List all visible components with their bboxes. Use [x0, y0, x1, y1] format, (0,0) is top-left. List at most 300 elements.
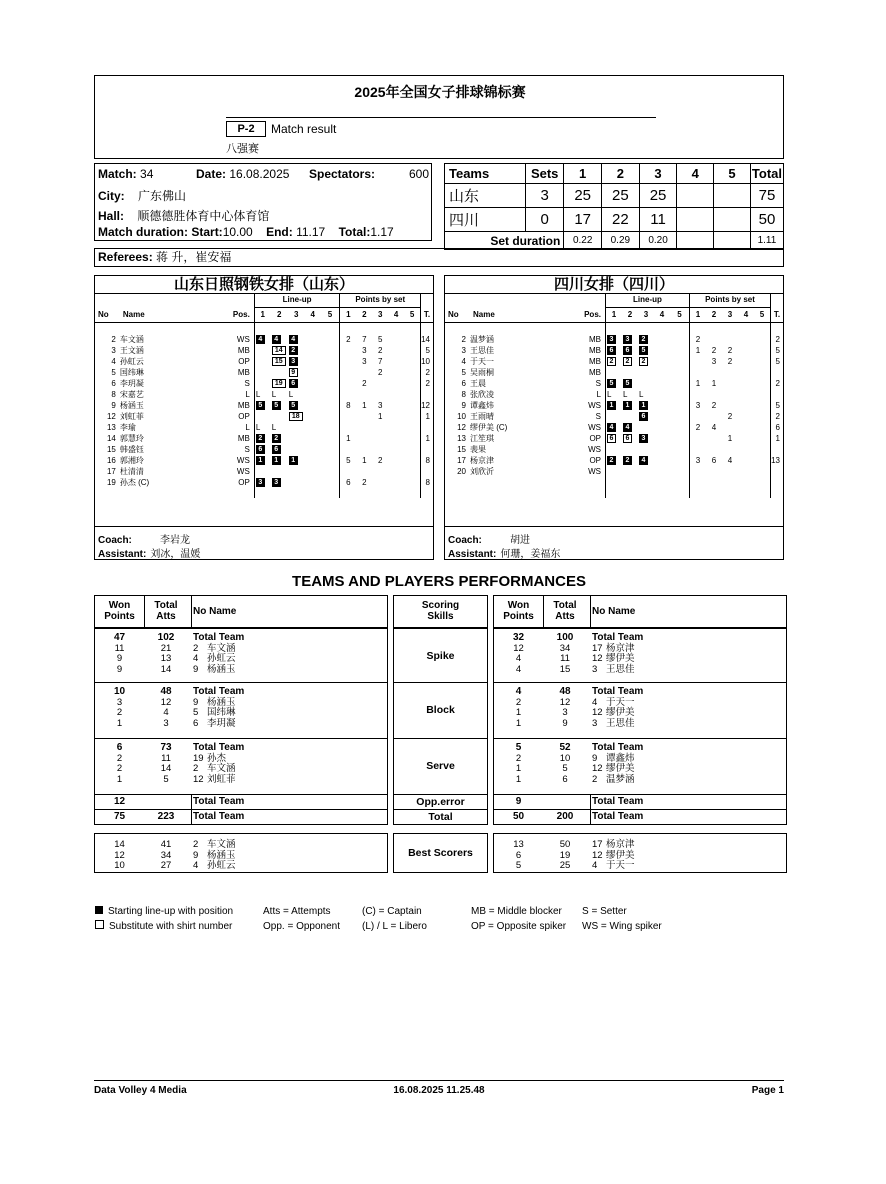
player-number: 15 [457, 444, 466, 454]
set-points: 4 [711, 422, 717, 432]
doc-code: P-2 [226, 121, 266, 137]
legend-substitute: Substitute with shirt number [109, 921, 233, 932]
score-team: 山东 [445, 184, 526, 208]
set-points [722, 378, 738, 389]
score-header-s2: 2 [602, 164, 640, 184]
lineup-cell [606, 378, 623, 389]
filler-row [445, 487, 783, 498]
player-total: 1 [775, 433, 780, 443]
header-divider [144, 596, 145, 627]
set-points: 5 [346, 455, 351, 465]
total-header: T. [771, 307, 784, 323]
lineup-cell [271, 345, 288, 356]
player-number: 13 [457, 433, 466, 443]
set-header: 1 [690, 307, 707, 323]
player-total: 5 [425, 345, 430, 355]
score-set: 25 [602, 184, 640, 208]
lineup-cell [271, 378, 288, 389]
won-points: 10 [113, 686, 126, 697]
player-name: 孙虹云 [119, 356, 144, 366]
lineup-cell [638, 334, 654, 345]
player-position: S [571, 411, 606, 422]
player-position: MB [571, 345, 606, 356]
total-atts: 48 [160, 686, 172, 697]
starting-position: 2 [639, 335, 648, 344]
total-atts: 5 [562, 763, 568, 774]
set-points [340, 356, 356, 367]
roster-header-blank [95, 293, 254, 307]
total-atts: 13 [160, 653, 172, 664]
lineup-cell [288, 356, 305, 367]
atts-label: Atts [156, 611, 176, 622]
total-atts-header [543, 600, 587, 622]
player-name: 车文涵 [207, 642, 236, 654]
skills-label: Skills [427, 611, 454, 622]
total-atts: 34 [559, 642, 571, 654]
lineup-cell [288, 367, 305, 378]
set-header: 1 [606, 307, 623, 323]
set-header: 2 [706, 307, 722, 323]
lineup-cell [271, 334, 288, 345]
score-set: 17 [564, 208, 602, 232]
set-points [388, 400, 404, 411]
player-row [95, 334, 433, 345]
set-points [388, 378, 404, 389]
player-total: 5 [775, 356, 780, 366]
player-name: 缪伊美 [606, 763, 635, 774]
player-name: 郭慧玲 [119, 433, 144, 443]
lineup-cell [288, 466, 305, 477]
score-set [677, 208, 714, 232]
player-name: 杨涵玉 [119, 400, 144, 410]
set-points [706, 433, 722, 444]
set-points [388, 444, 404, 455]
set-points [738, 455, 754, 466]
won-points: 47 [113, 632, 126, 643]
lineup-cell [321, 411, 340, 422]
starting-position: 2 [623, 456, 632, 465]
roster-header-row [95, 307, 433, 323]
total-header: T. [421, 307, 433, 323]
lineup-cell [321, 389, 340, 400]
coach-name: 胡进 [510, 535, 530, 546]
total-atts: 200 [556, 811, 574, 822]
player-position: MB [220, 345, 254, 356]
substitute-number: 15 [272, 357, 286, 366]
title-rule [226, 117, 656, 118]
set-points [404, 477, 421, 488]
hall-label: Hall: [98, 209, 125, 223]
lineup-cell [254, 466, 270, 477]
player-row [445, 356, 783, 367]
lineup-cell [271, 411, 288, 422]
set-points [404, 433, 421, 444]
starting-position: 1 [256, 456, 265, 465]
player-row [445, 444, 783, 455]
perf-section-b [493, 833, 787, 873]
legend-atts-1: Atts = Attempts [263, 906, 331, 917]
lineup-cell [305, 345, 321, 356]
lineup-cell [254, 345, 270, 356]
won-points: 1 [515, 773, 522, 785]
header-box [94, 75, 784, 159]
set-points [722, 444, 738, 455]
footer-rule [94, 1080, 784, 1081]
performance-title: TEAMS AND PLAYERS PERFORMANCES [292, 573, 586, 590]
set-points [388, 466, 404, 477]
score-header-s1: 1 [564, 164, 602, 184]
points-label: Points [503, 611, 534, 622]
lineup-cell [638, 389, 654, 400]
player-number: 12 [106, 411, 116, 421]
lineup-cell [622, 433, 638, 444]
set-points: 6 [346, 477, 351, 487]
page-title: 2025年全国女子排球锦标赛 [354, 84, 526, 100]
legend-libero: (L) / L = Libero [362, 921, 427, 932]
player-position: WS [220, 466, 254, 477]
lineup-cell [606, 334, 623, 345]
starting-position: 1 [639, 401, 648, 410]
total-atts: 19 [559, 849, 571, 861]
player-number: 4 [193, 653, 199, 664]
roster-table [95, 293, 433, 498]
player-name: 孙虹云 [207, 653, 236, 664]
player-total: 2 [775, 334, 780, 344]
total-atts: 223 [157, 811, 175, 822]
match-info-box [94, 163, 432, 241]
starting-position: 2 [272, 434, 281, 443]
match-number [98, 167, 153, 181]
set-points [706, 444, 722, 455]
date-value: 16.08.2025 [229, 167, 290, 181]
set-header: 2 [622, 307, 638, 323]
lineup-cell [654, 455, 670, 466]
set-points [388, 477, 404, 488]
total-team-label: Total Team [193, 796, 245, 807]
player-name: 张欣凌 [470, 389, 494, 399]
set-points [690, 411, 707, 422]
roster-table [445, 293, 783, 498]
perf-section-b [493, 795, 787, 810]
player-name: 于天一 [470, 356, 494, 366]
lineup-cell [288, 477, 305, 488]
player-name: 王思佳 [606, 663, 635, 675]
player-row [445, 367, 783, 378]
player-number: 9 [461, 400, 466, 410]
set-points: 3 [362, 356, 367, 366]
lineup-cell [670, 345, 690, 356]
no-name-header: No Name [592, 606, 636, 617]
set-points: 7 [362, 334, 367, 344]
starting-position: 3 [256, 478, 265, 487]
points-header: Points by set [690, 293, 771, 307]
city-label: City: [98, 189, 125, 203]
set-points [754, 433, 771, 444]
set-points: 3 [362, 345, 367, 355]
set-points [388, 422, 404, 433]
libero-mark: L [639, 389, 644, 399]
lineup-cell [670, 378, 690, 389]
player-position: OP [220, 411, 254, 422]
player-number: 12 [592, 763, 603, 774]
starting-position: 4 [256, 335, 265, 344]
set-points: 2 [377, 367, 383, 377]
lineup-cell [271, 455, 288, 466]
starting-position: 5 [256, 401, 265, 410]
lineup-cell [654, 378, 670, 389]
player-total: 13 [771, 455, 780, 465]
starting-position: 3 [272, 478, 281, 487]
total-duration: 1.11 [750, 232, 783, 250]
filler-cell [445, 487, 606, 498]
coach-row [448, 531, 530, 546]
set-points: 3 [695, 400, 701, 410]
no-name-header: No Name [193, 606, 237, 617]
referees-value: 蒋 升，崔安福 [156, 250, 232, 264]
set-points [388, 433, 404, 444]
player-number: 6 [193, 717, 199, 729]
legend-ws: WS = Wing spiker [582, 921, 662, 932]
total-team-label: Total Team [193, 742, 245, 753]
score-set: 25 [564, 184, 602, 208]
set-points [738, 422, 754, 433]
lineup-cell [670, 466, 690, 477]
set-points: 2 [362, 378, 367, 388]
set-points [372, 389, 388, 400]
player-total: 2 [775, 378, 780, 388]
score-row [445, 184, 784, 208]
won-points: 6 [116, 742, 123, 753]
lineup-cell [622, 422, 638, 433]
skill-name: Opp.error [416, 795, 465, 808]
filler-cell [771, 477, 784, 488]
set-points [722, 422, 738, 433]
player-number: 4 [111, 356, 116, 366]
lineup-cell [321, 455, 340, 466]
player-position: OP [220, 356, 254, 367]
player-name: 孙杰 (C) [119, 477, 150, 487]
player-name: 孙杰 [207, 752, 227, 764]
lineup-cell [305, 389, 321, 400]
set-duration [677, 232, 714, 250]
set-header: 4 [388, 307, 404, 323]
won-points: 12 [113, 796, 126, 807]
lineup-cell [271, 433, 288, 444]
end-label: End: [266, 225, 293, 239]
perf-section-a [94, 595, 388, 628]
assistant-name: 刘冰，温媛 [150, 549, 201, 560]
total-atts: 6 [562, 773, 568, 785]
lineup-cell [670, 455, 690, 466]
player-total [771, 367, 784, 378]
won-points: 9 [116, 663, 123, 675]
perf-section-b [493, 683, 787, 739]
player-name: 吴雨桐 [470, 367, 494, 377]
points-label: Points [104, 611, 135, 622]
total-atts: 50 [559, 839, 571, 850]
total-atts: 11 [161, 752, 171, 764]
won-points: 4 [515, 653, 522, 664]
player-number: 12 [193, 773, 204, 785]
city-row [98, 187, 186, 204]
player-row [95, 444, 433, 455]
perf-section-b [493, 595, 787, 628]
player-total [771, 389, 784, 400]
won-points: 9 [515, 796, 522, 807]
won-label: Won [507, 600, 530, 611]
spacer-cell [445, 323, 606, 334]
header-divider [191, 596, 192, 627]
set-points [372, 466, 388, 477]
player-name: 杜清清 [119, 466, 144, 476]
player-total: 2 [775, 411, 780, 421]
set-points [690, 433, 707, 444]
set-points [372, 477, 388, 488]
lineup-cell [288, 411, 305, 422]
player-row [95, 345, 433, 356]
set-points [340, 466, 356, 477]
perf-section-a [94, 683, 388, 739]
player-position: WS [220, 334, 254, 345]
player-name: 温梦涵 [606, 773, 635, 785]
won-points: 12 [513, 642, 524, 654]
starting-position: 1 [623, 401, 632, 410]
lineup-cell [321, 477, 340, 488]
no-header: No [445, 307, 470, 323]
set-points [690, 367, 707, 378]
lineup-cell [321, 334, 340, 345]
row-divider [191, 795, 192, 809]
set-points [722, 389, 738, 400]
set-points [372, 422, 388, 433]
perf-section-a [94, 833, 388, 873]
set-duration [714, 232, 751, 250]
lineup-cell [321, 378, 340, 389]
total-atts: 11 [560, 653, 570, 664]
score-set: 11 [639, 208, 677, 232]
filler-cell [95, 488, 254, 499]
won-points: 2 [515, 752, 522, 764]
won-points: 1 [515, 717, 522, 729]
lineup-header: Line-up [254, 293, 340, 307]
player-total [421, 466, 433, 477]
set-header: 3 [288, 307, 305, 323]
player-total [421, 444, 433, 455]
player-number: 2 [193, 642, 199, 654]
total-team-label: Total Team [592, 796, 644, 807]
set-duration: 0.22 [564, 232, 602, 250]
player-total: 2 [425, 378, 430, 388]
player-number: 3 [111, 345, 116, 355]
score-sets: 3 [526, 184, 564, 208]
player-name: 杨京津 [606, 642, 635, 654]
won-points: 3 [116, 696, 123, 708]
set-points [404, 356, 421, 367]
player-position: MB [220, 367, 254, 378]
player-number: 2 [592, 773, 598, 785]
player-name: 杨京津 [470, 455, 494, 465]
skill-name: Total [428, 810, 453, 823]
player-name: 孙虹云 [207, 860, 236, 871]
player-total: 1 [425, 433, 430, 443]
lineup-cell [638, 356, 654, 367]
total-atts: 14 [160, 763, 172, 774]
starting-position: 6 [623, 346, 632, 355]
lineup-cell [606, 411, 623, 422]
player-row [445, 466, 783, 477]
player-number: 9 [193, 663, 199, 675]
won-points: 11 [114, 642, 125, 654]
player-number: 8 [461, 389, 466, 399]
set-points [404, 345, 421, 356]
set-points: 7 [377, 356, 383, 366]
lineup-cell [271, 477, 288, 488]
total-atts: 9 [562, 717, 568, 729]
total-label: Total [553, 600, 577, 611]
won-points: 5 [515, 742, 522, 753]
lineup-cell [638, 455, 654, 466]
player-name: 宋嘉艺 [119, 389, 144, 399]
end-value: 11.17 [296, 225, 326, 239]
player-name: 李玥凝 [207, 717, 236, 729]
total-atts: 25 [559, 860, 571, 871]
player-name: 李瑜 [119, 422, 136, 432]
city-value: 广东佛山 [138, 189, 187, 203]
lineup-cell [254, 477, 270, 488]
player-row [95, 422, 433, 433]
lineup-cell [606, 356, 623, 367]
won-points: 2 [116, 752, 123, 764]
substitute-number: 6 [607, 434, 616, 443]
set-points [754, 400, 771, 411]
set-points [340, 367, 356, 378]
lineup-cell [254, 433, 270, 444]
lineup-cell [271, 444, 288, 455]
won-points-header [95, 600, 144, 622]
lineup-cell [622, 400, 638, 411]
filler-cell [771, 487, 784, 498]
lineup-cell [622, 455, 638, 466]
lineup-cell [622, 466, 638, 477]
substitute-number: 2 [623, 357, 632, 366]
player-total: 14 [421, 334, 430, 344]
won-points-header [494, 600, 543, 622]
set-points [738, 356, 754, 367]
spacer-cell [421, 323, 433, 334]
set-points [340, 444, 356, 455]
set-points [738, 378, 754, 389]
lineup-cell [622, 378, 638, 389]
set-header: 1 [340, 307, 356, 323]
player-position: MB [571, 334, 606, 345]
set-points [404, 411, 421, 422]
player-total: 12 [421, 400, 430, 410]
player-row [445, 411, 783, 422]
lineup-cell [305, 433, 321, 444]
lineup-cell [271, 367, 288, 378]
set-points [754, 444, 771, 455]
lineup-cell [654, 444, 670, 455]
player-number: 10 [457, 411, 466, 421]
assistant-row [98, 545, 200, 560]
skill-cell [393, 628, 488, 683]
libero-mark: L [623, 389, 628, 399]
legend-captain-1: (C) = Captain [362, 906, 422, 917]
lineup-cell [670, 334, 690, 345]
lineup-cell [254, 367, 270, 378]
lineup-cell [305, 455, 321, 466]
set-duration-row [445, 232, 784, 250]
